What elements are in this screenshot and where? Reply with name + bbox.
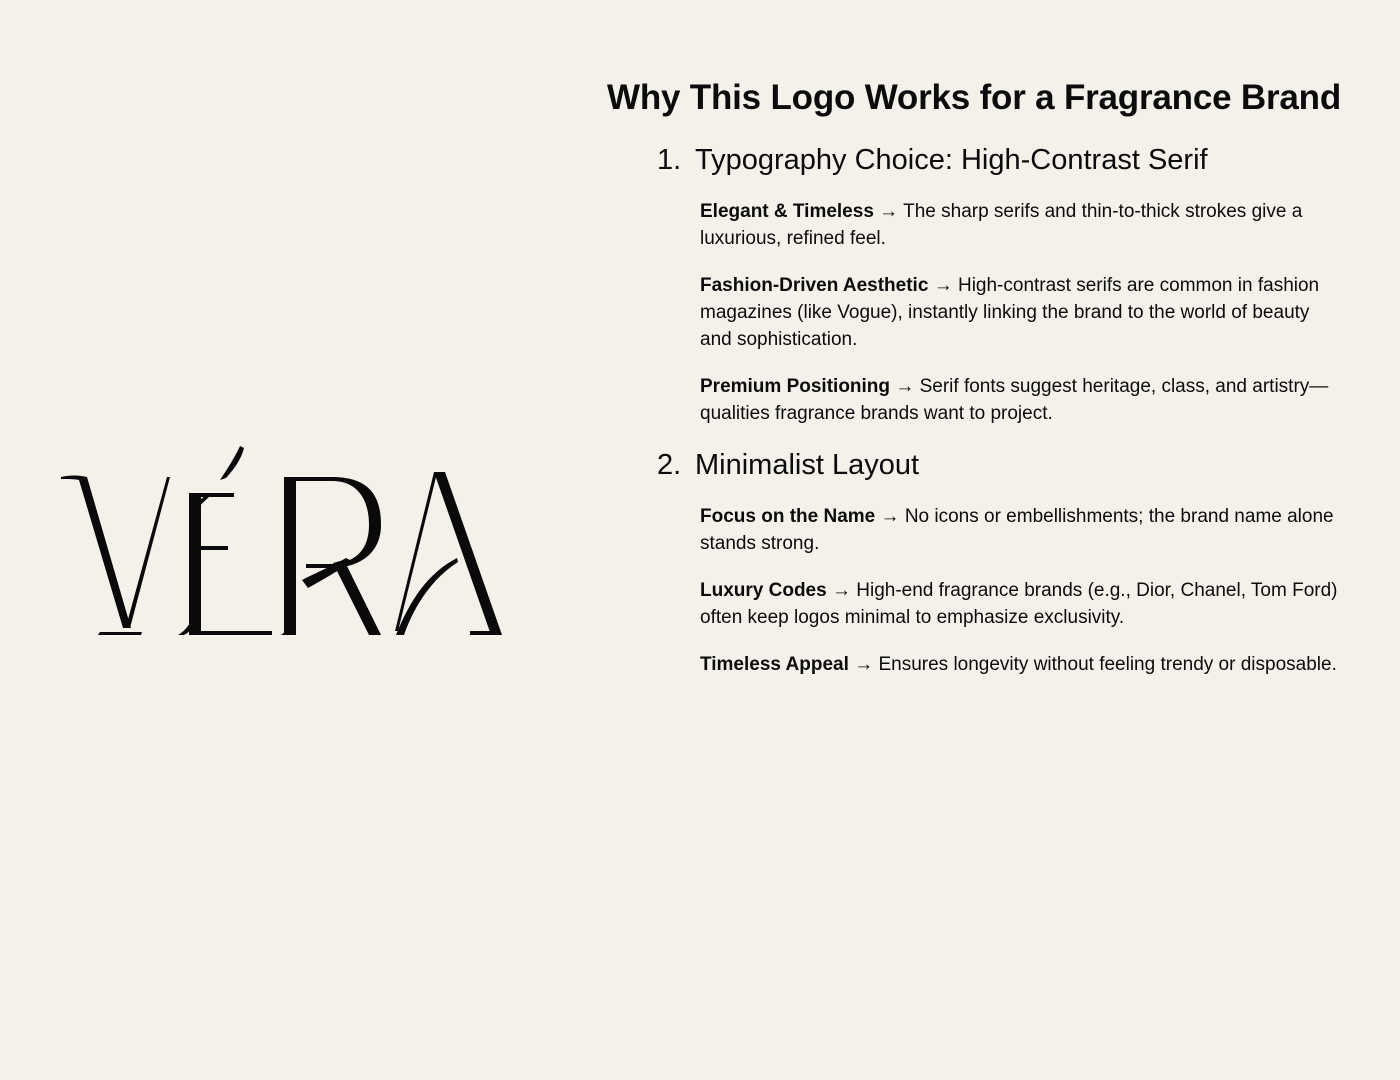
section-number: 2. [657, 449, 682, 481]
point-description: High-end fragrance brands (e.g., Dior, Chanel, Tom Ford) often keep logos minimal to emphasize exclusivity. [700, 580, 1338, 628]
arrow-icon: → [854, 654, 874, 675]
point-timeless-appeal [700, 651, 1340, 678]
arrow-icon: → [831, 580, 851, 601]
section-typography-choice [657, 142, 1367, 427]
section-heading [657, 142, 1367, 178]
point-luxury-codes [700, 577, 1340, 631]
section-heading [657, 447, 1367, 483]
explanation-panel [607, 76, 1367, 698]
vera-logo [50, 430, 520, 660]
point-term: Timeless Appeal [700, 654, 849, 675]
section-number: 1. [657, 144, 682, 176]
point-term: Focus on the Name [700, 506, 876, 527]
point-list [700, 503, 1340, 678]
section-title: Minimalist Layout [695, 449, 920, 481]
section-title: Typography Choice: High-Contrast Serif [695, 144, 1208, 176]
arrow-icon: → [895, 376, 915, 397]
point-description: High-contrast serifs are common in fashion magazines (like Vogue), instantly linking the brand to the world of beauty and sophistication. [700, 275, 1320, 350]
point-description: Ensures longevity without feeling trendy or disposable. [878, 654, 1337, 675]
vera-logo-wordmark [50, 430, 520, 660]
point-term: Premium Positioning [700, 376, 891, 397]
point-elegant-timeless [700, 198, 1340, 252]
point-term: Fashion-Driven Aesthetic [700, 275, 929, 296]
point-term: Luxury Codes [700, 580, 827, 601]
arrow-icon: → [879, 201, 899, 222]
point-description: The sharp serifs and thin-to-thick strokes give a luxurious, refined feel. [700, 201, 1303, 249]
point-fashion-driven-aesthetic [700, 272, 1340, 353]
point-description: Serif fonts suggest heritage, class, and artistry—qualities fragrance brands want to project. [700, 376, 1329, 424]
section-minimalist-layout [657, 447, 1367, 678]
arrow-icon: → [880, 506, 900, 527]
point-term: Elegant & Timeless [700, 201, 874, 222]
point-focus-on-name [700, 503, 1340, 557]
point-list [700, 198, 1340, 427]
point-description: No icons or embellishments; the brand name alone stands strong. [700, 506, 1334, 554]
point-premium-positioning [700, 373, 1340, 427]
arrow-icon: → [933, 275, 953, 296]
page-title: Why This Logo Works for a Fragrance Brand [607, 78, 1342, 117]
